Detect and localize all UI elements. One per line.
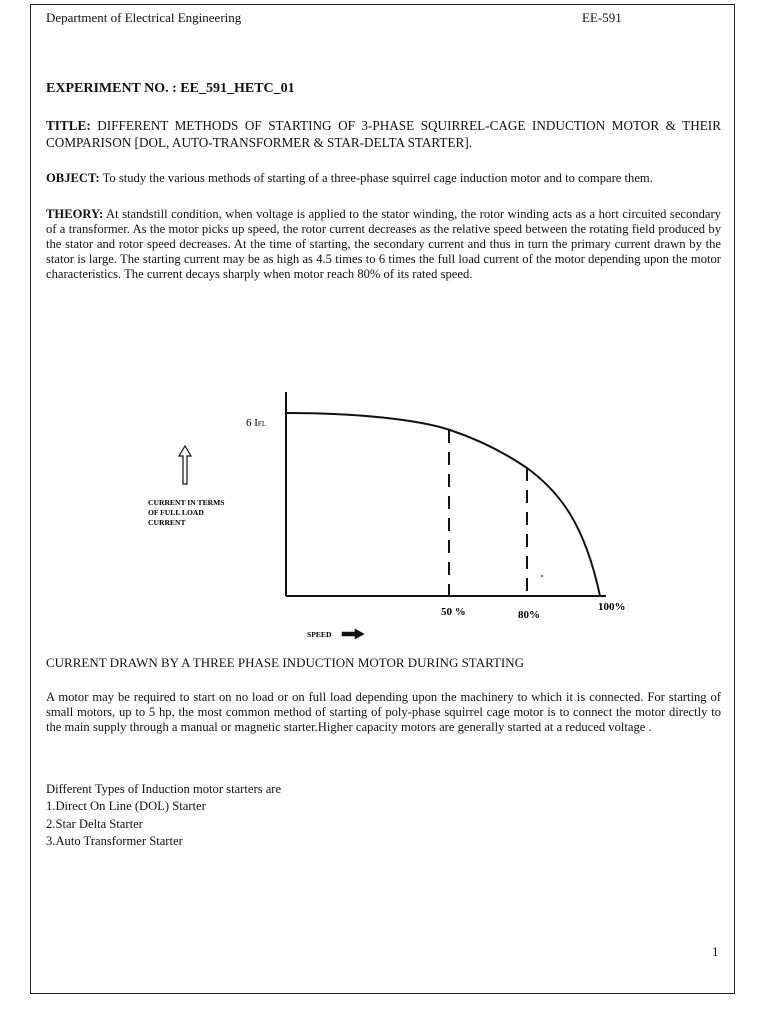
y-marker-main: 6 I: [246, 417, 258, 429]
theory-label: THEORY:: [46, 207, 104, 221]
y-marker-label: [246, 417, 266, 429]
x-axis-label: SPEED: [307, 630, 332, 639]
department-header: Department of Electrical Engineering: [46, 10, 242, 25]
y-marker-sub: FL: [257, 420, 267, 428]
types-heading: Different Types of Induction motor starters are: [46, 782, 282, 796]
up-arrow-icon: [179, 446, 191, 484]
title-label: TITLE:: [46, 118, 91, 133]
tick-label-100: 100%: [598, 601, 626, 613]
starting-paragraph: A motor may be required to start on no load or on full load depending upon the machinery to which it is connected. For starting of small motors, up to 5 hp, the most common method of starting of poly-phase squirrel cage motor is to connect the motor directly to the main supply through a manual or magnetic starter.Higher capacity motors are generally started at a reduced voltage .: [46, 690, 721, 734]
title-text: DIFFERENT METHODS OF STARTING OF 3-PHASE SQUIRREL-CAGE INDUCTION MOTOR & THEIR COMPARISON [DOL, AUTO-TRANSFORMER & STAR-DELTA STARTER].: [46, 118, 721, 150]
y-axis-label-line-1: CURRENT IN TERMS: [148, 498, 225, 507]
tick-label-50: 50 %: [441, 606, 466, 618]
theory-text: At standstill condition, when voltage is applied to the stator winding, the rotor winding acts as a hort circuited secondary of a transformer. As the motor picks up speed, the rotor current decreases as the relative speed between the rotating field produced by the stator and rotor speed decreases. At the time of starting, the secondary current and thus in turn the primary current drawn by the stator is large. The starting current may be as high as 4.5 times to 6 times the full load current of the motor depending upon the motor characteristics. The current decays sharply when motor reach 80% of its rated speed.: [46, 207, 721, 281]
tick-label-80: 80%: [518, 609, 540, 621]
starter-types: [46, 781, 281, 850]
object-label: OBJECT:: [46, 171, 100, 185]
y-axis-label-line-2: OF FULL LOAD: [148, 508, 204, 517]
list-item: 2.Star Delta Starter: [46, 816, 143, 831]
list-item: 3.Auto Transformer Starter: [46, 833, 183, 848]
right-arrow-icon: [342, 629, 364, 639]
object-text: To study the various methods of starting of a three-phase squirrel cage induction motor and to compare them.: [102, 171, 653, 185]
stray-dot: [541, 575, 543, 577]
list-item: 1.Direct On Line (DOL) Starter: [46, 799, 206, 814]
figure-caption: CURRENT DRAWN BY A THREE PHASE INDUCTION MOTOR DURING STARTING: [46, 655, 525, 670]
page-number: 1: [712, 944, 719, 959]
y-axis-label-line-3: CURRENT: [148, 518, 186, 527]
current-curve: [286, 413, 600, 596]
experiment-number: EXPERIMENT NO. : EE_591_HETC_01: [46, 81, 295, 96]
course-code: EE-591: [582, 10, 622, 25]
